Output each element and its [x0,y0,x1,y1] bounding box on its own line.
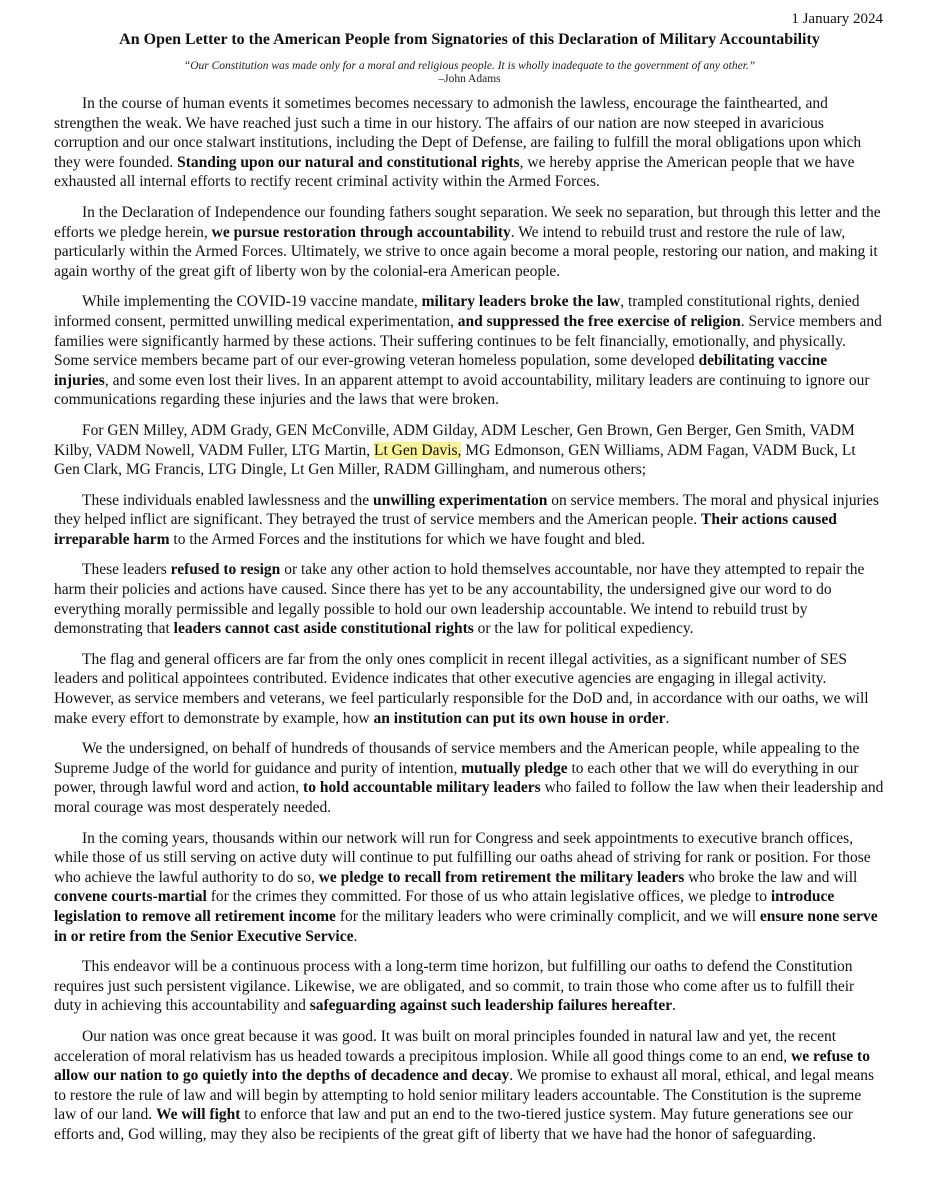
bold-phrase: mutually pledge [461,759,568,777]
bold-phrase: and suppressed the free exercise of religion [457,312,741,330]
text-run: . [665,709,670,727]
text-run: for the military leaders who were criminally complicit, and we will [335,907,760,925]
text-run: While implementing the COVID-19 vaccine mandate, [82,293,422,311]
letter-body [54,94,885,1145]
body-paragraph [54,421,885,480]
letter-title: An Open Letter to the American People from Signatories of this Declaration of Military Accountability [119,31,820,48]
bold-phrase: unwilling experimentation [372,491,548,509]
body-paragraph [54,957,885,1016]
highlighted-name: Lt Gen Davis, [374,441,462,459]
bold-phrase: we pledge to recall from retirement the military leaders [318,868,685,886]
text-run: We the undersigned, on behalf of hundreds of thousands of service members and the American people, while appealing to the Supreme Judge of the world for guidance and purity of intention, [54,740,860,777]
text-run: or the law for political expediency. [473,620,694,638]
epigraph-attribution: –John Adams [438,73,501,85]
body-paragraph [54,829,885,947]
bold-phrase: we pursue restoration through accountability [211,223,511,241]
text-run: In the coming years, thousands within our network will run for Congress and seek appointments to executive branch offices, while those of us still serving on active duty will continue to put fulfilling our oaths ahead of striving for rank or position. For those who achieve the lawful authority to do so, [54,829,871,886]
bold-phrase: We will fight [156,1106,241,1124]
text-run: In the course of human events it sometimes becomes necessary to admonish the lawless, encourage the fainthearted, and strengthen the weak. We have reached just such a time in our history. The affairs of our nation are now steeped in avaricious corruption and our once stalwart institutions, including the Dept of Defense, are failing to fulfill the moral obligations upon which they were founded. [54,95,862,171]
bold-phrase: debilitating vaccine injuries [54,352,828,389]
text-run: or take any other action to hold themselves accountable, nor have they attempted to repair the harm their policies and actions have caused. Since there has yet to be any accountability, the undersigned give our word to do everything morally permissible and legally possible to hold our own leadership accountable. We intend to rebuild trust by demonstrating that [54,561,865,638]
text-run: Our nation was once great because it was good. It was built on moral principles founded in natural law and yet, the recent acceleration of moral relativism has us headed towards a precipitous implosion. While all good things come to an end, [54,1027,837,1065]
text-run: . Service members and families were significantly harmed by these actions. Their suffering continues to be felt financially, emotionally, and physically. Some service members became part of our ever-growing veteran homeless population, some developed [54,312,882,370]
text-run: who broke the law and will [684,868,858,886]
bold-phrase: convene courts-martial [54,888,207,906]
body-paragraph [54,292,885,410]
text-run: to the Armed Forces and the institutions for which we have fought and bled. [169,530,646,548]
bold-phrase: ensure none serve in or retire from the Senior Executive Service [54,907,878,945]
body-paragraph [54,739,885,817]
bold-phrase: we refuse to allow our nation to go quietly into the depths of decadence and decay [54,1047,870,1085]
text-run: . [672,997,676,1015]
body-paragraph [54,650,885,728]
text-run: For GEN Milley, ADM Grady, GEN McConville, ADM Gilday, ADM Lescher, Gen Brown, Gen Berger, Gen Smith, VADM Kilby, VADM Nowell, VADM Fuller, LTG Martin, [54,421,855,459]
text-run: who failed to follow the law when their leadership and moral courage was most desperately needed. [54,779,884,816]
text-run: , and some even lost their lives. In an apparent attempt to avoid accountability, military leaders are continuing to ignore our communications regarding these injuries and the laws that were broken. [54,371,870,409]
bold-phrase: refused to resign [170,561,281,579]
body-paragraph [54,1027,885,1145]
text-run: on service members. The moral and physical injuries they helped inflict are significant. They betrayed the trust of service members and the American people. [54,491,879,529]
text-run: for the crimes they committed. For those of us who attain legislative offices, we pledge to [206,888,771,906]
bold-phrase: leaders cannot cast aside constitutional rights [173,620,474,638]
body-paragraph [54,560,885,638]
text-run: . We intend to rebuild trust and restore the rule of law, particularly within the Armed Forces. Ultimately, we strive to once again become a moral people, restoring our nation, and making it again worthy of the great gift of liberty won by the colonial-era American people. [54,223,878,280]
text-run: , trampled constitutional rights, denied informed consent, permitted unwilling medical experimentation, [54,293,860,330]
bold-phrase: an institution can put its own house in order [373,709,666,727]
text-run: , we hereby apprise the American people that we have exhausted all internal efforts to rectify recent criminal activity within the Armed Forces. [54,153,855,191]
text-run: This endeavor will be a continuous process with a long-term time horizon, but fulfilling our oaths to defend the Constitution requires just such persistent vigilance. Likewise, we are obligated, and so commit, to train those who come after us to fulfill their duty in achieving this accountability and [54,958,855,1015]
text-run: . We promise to exhaust all moral, ethical, and legal means to restore the rule of law and will begin by attempting to hold senior military leaders accountable. The Constitution is the supreme law of our land. [54,1067,875,1124]
text-run: MG Edmonson, GEN Williams, ADM Fagan, VADM Buck, Lt Gen Clark, MG Francis, LTG Dingle, Lt Gen Miller, RADM Gillingham, and numerous others; [54,441,856,479]
bold-phrase: to hold accountable military leaders [303,779,541,797]
epigraph-quote: “Our Constitution was made only for a moral and religious people. It is wholly inadequate to the government of any other.” [183,60,756,72]
bold-phrase: Their actions caused irreparable harm [54,511,837,548]
bold-phrase: military leaders broke the law [421,293,621,311]
text-run: The flag and general officers are far from the only ones complicit in recent illegal activities, as a significant number of SES leaders and political appointees contributed. Evidence indicates that other executive agencies are engaging in illegal activity. However, as service members and veterans, we feel particularly responsible for the DoD and, in accordance with our oaths, we will make every effort to demonstrate by example, how [54,650,869,727]
text-run: . [353,927,358,945]
bold-phrase: Standing upon our natural and constitutional rights [177,153,520,171]
body-paragraph [54,491,885,550]
body-paragraph [54,94,885,192]
body-paragraph [54,203,885,281]
letter-date: 1 January 2024 [791,11,883,27]
text-run: to each other that we will do everything in our power, through lawful word and action, [54,759,859,797]
text-run: These individuals enabled lawlessness and the [82,491,373,509]
text-run: These leaders [82,561,171,579]
bold-phrase: introduce legislation to remove all retirement income [54,888,835,925]
text-run: to enforce that law and put an end to the two-tiered justice system. May future generations see our efforts and, God willing, may they also be recipients of the great gift of liberty that we have had the honor of safeguarding. [54,1106,853,1143]
bold-phrase: safeguarding against such leadership failures hereafter [309,997,673,1015]
text-run: In the Declaration of Independence our founding fathers sought separation. We seek no separation, but through this letter and the efforts we pledge herein, [54,203,881,241]
